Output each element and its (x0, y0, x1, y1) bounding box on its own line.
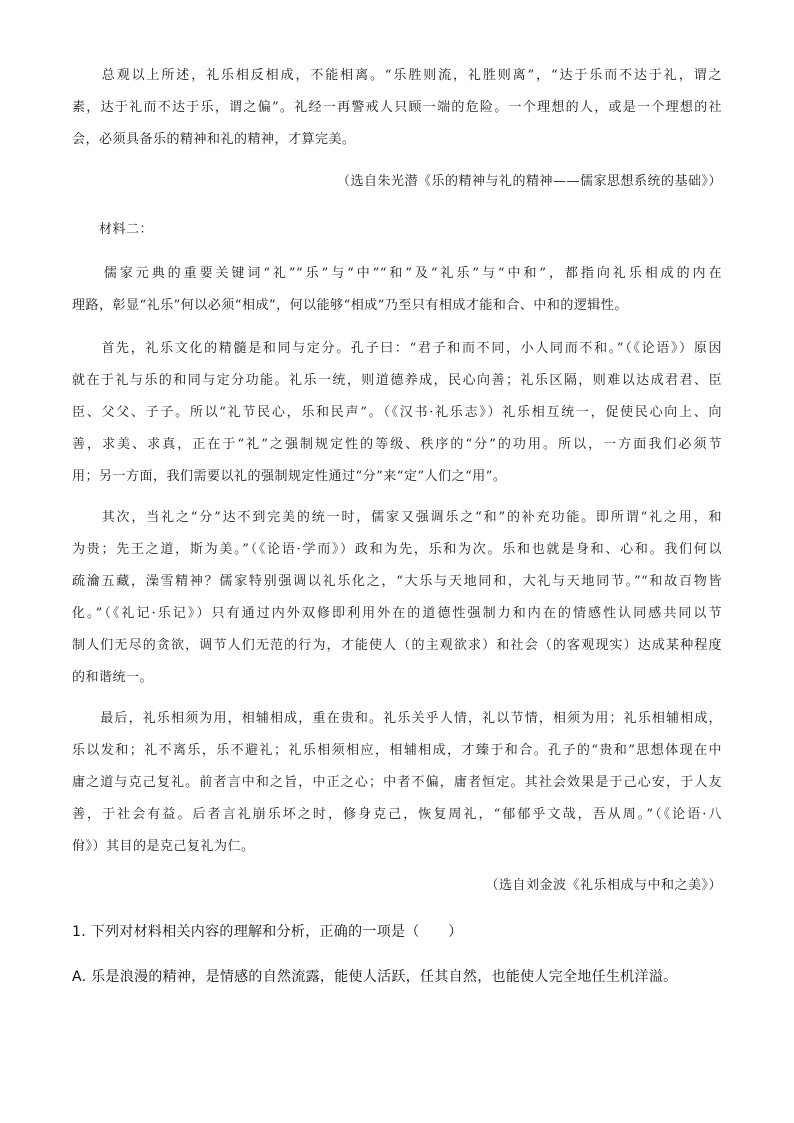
text-line: 素，达于礼而不达于乐，谓之偏”。礼经一再警戒人只顾一端的危险。一个理想的人，或是一个理想的社 (72, 100, 722, 115)
paragraph-summary (72, 60, 722, 156)
text-line: 臣、父父、子子。所以“礼节民心，乐和民声”。（《汉书·礼乐志》）礼乐相互统一，促使民心向上、向 (72, 405, 722, 420)
text-line: 总观以上所述，礼乐相反相成，不能相离。“乐胜则流，礼胜则离”，“达于乐而不达于礼，谓之 (72, 68, 722, 83)
paragraph-second (72, 502, 722, 694)
material-two-heading (72, 214, 722, 246)
text-line: 的和谐统一。 (72, 670, 154, 685)
question-stem: 1. 下列对材料相关内容的理解和分析，正确的一项是（ ） (72, 924, 463, 940)
text-line: 制人们无尽的贪欲，调节人们无范的行为，才能使人（的主观欲求）和社会（的客观现实）达成某种程度 (72, 638, 722, 653)
text-line: 儒家元典的重要关键词“礼”“乐”与“中”“和”及“礼乐”与“中和”，都指向礼乐相成的内在 (72, 266, 722, 281)
text-line: 理路，彰显“礼乐”何以必须“相成”，何以能够“相成”乃至只有相成才能和合、中和的逻辑性。 (72, 298, 628, 313)
text-line: 就在于礼与乐的和同与定分功能。礼乐一统，则道德养成，民心向善；礼乐区隔，则难以达成君君、臣 (72, 373, 722, 388)
paragraph-first (72, 333, 722, 493)
source-citation-2: （选自刘金波《礼乐相成与中和之美》） (485, 878, 722, 893)
text-line: 首先，礼乐文化的精髓是和同与定分。孔子曰：“君子和而不同，小人同而不和。”（《论语》）原因 (72, 341, 722, 356)
text-line: 用；另一方面，我们需要以礼的强制规定性通过“分”来“定”人们之“用”。 (72, 469, 507, 484)
text-line: 善，求美、求真，正在于“礼”之强制规定性的等级、秩序的“分”的功用。所以，一方面我们必须节 (72, 437, 722, 452)
text-line: 最后，礼乐相须为用，相辅相成，重在贵和。礼乐关乎人情，礼以节情，相须为用；礼乐相辅相成， (72, 711, 722, 726)
text-line: 善，于社会有益。后者言礼崩乐坏之时，修身克己，恢复周礼，“郁郁乎文哉，吾从周。”（《论语·八 (72, 807, 722, 822)
text-line: 其次，当礼之“分”达不到完美的统一时，儒家又强调乐之“和”的补充功能。即所谓“礼之用，和 (72, 510, 722, 525)
paragraph-last (72, 703, 722, 863)
paragraph-intro (72, 258, 722, 322)
text-line: 乐以发和；礼不离乐，乐不避礼；礼乐相须相应，相辅相成，才臻于和合。孔子的“贵和”思想体现在中 (72, 743, 722, 758)
text-line: 庸之道与克己复礼。前者言中和之旨，中正之心；中者不偏，庸者恒定。其社会效果是于己心安，于人友 (72, 775, 722, 790)
text-line: 化。”（《礼记·乐记》）只有通过内外双修即利用外在的道德性强制力和内在的情感性认同感共同以节 (72, 606, 722, 621)
text-line: 疏瀹五藏，澡雪精神？儒家特别强调以礼乐化之，“大乐与天地同和，大礼与天地同节。”“和故百物皆 (72, 574, 722, 589)
source-citation-1: （选自朱光潜《乐的精神与礼的精神——儒家思想系统的基础》） (336, 174, 722, 189)
text-line: 为贵；先王之道，斯为美。”（《论语·学而》）政和为先，乐和为次。乐和也就是身和、心和。我们何以 (72, 542, 722, 557)
text-line: 材料二： (72, 222, 154, 237)
text-line: 会，必须具备乐的精神和礼的精神，才算完美。 (72, 132, 356, 147)
option-a: A. 乐是浪漫的精神，是情感的自然流露，能使人活跃，任其自然，也能使人完全地任生机洋溢。 (72, 969, 678, 985)
text-line: 佾》）其目的是克己复礼为仁。 (72, 839, 255, 854)
